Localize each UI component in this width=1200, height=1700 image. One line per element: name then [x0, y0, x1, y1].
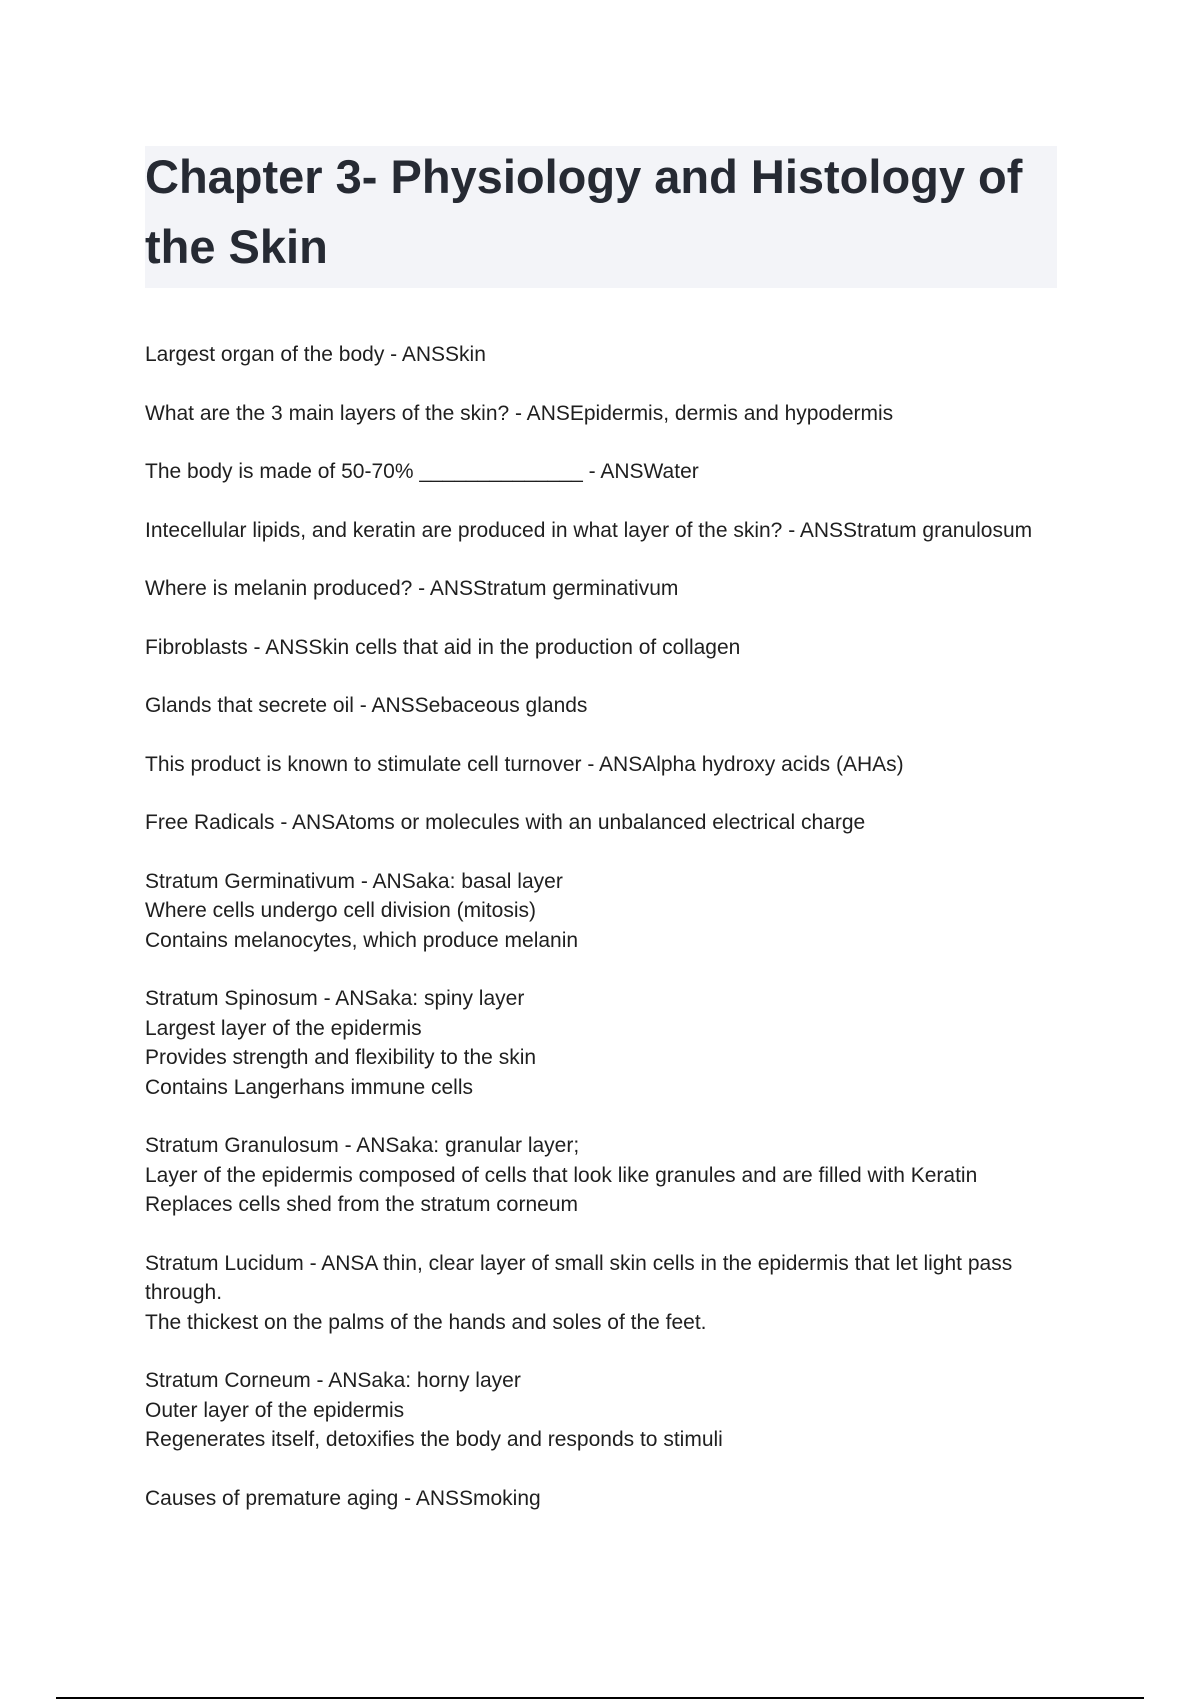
qa-line: Layer of the epidermis composed of cells that look like granules and are filled with Keratin — [145, 1163, 978, 1187]
qa-line: The body is made of 50-70% ______________ - ANSWater — [145, 460, 699, 483]
qa-line: Intecellular lipids, and keratin are produced in what layer of the skin? - ANSStratum granulosum — [145, 518, 1033, 542]
qa-line: Contains melanocytes, which produce melanin — [145, 928, 579, 952]
qa-item — [145, 1366, 1045, 1455]
qa-item — [145, 750, 1045, 780]
page-bottom-rule — [56, 1697, 1144, 1699]
qa-line: Stratum Granulosum - ANSaka: granular layer; — [145, 1134, 580, 1157]
qa-line: Stratum Germinativum - ANSaka: basal layer — [145, 869, 563, 893]
document-title: Chapter 3- Physiology and Histology of the Skin — [145, 150, 1023, 273]
qa-line: Free Radicals - ANSAtoms or molecules with an unbalanced electrical charge — [145, 811, 866, 834]
qa-line: Causes of premature aging - ANSSmoking — [145, 1486, 541, 1510]
qa-item — [145, 457, 1045, 487]
qa-line: Replaces cells shed from the stratum corneum — [145, 1193, 579, 1216]
qa-item — [145, 1131, 1045, 1220]
qa-list — [145, 340, 1045, 1542]
qa-item — [145, 574, 1045, 604]
qa-line: Glands that secrete oil - ANSSebaceous glands — [145, 694, 588, 717]
qa-item — [145, 633, 1045, 663]
qa-line: Regenerates itself, detoxifies the body and responds to stimuli — [145, 1428, 723, 1451]
qa-item — [145, 808, 1045, 838]
qa-line: Fibroblasts - ANSSkin cells that aid in the production of collagen — [145, 635, 741, 659]
qa-line: Provides strength and flexibility to the skin — [145, 1046, 537, 1069]
qa-line: The thickest on the palms of the hands and soles of the feet. — [145, 1310, 707, 1334]
qa-item — [145, 867, 1045, 956]
qa-line: Largest layer of the epidermis — [145, 1016, 422, 1040]
qa-item — [145, 399, 1045, 429]
qa-line: Largest organ of the body - ANSSkin — [145, 343, 486, 366]
qa-line: This product is known to stimulate cell turnover - ANSAlpha hydroxy acids (AHAs) — [145, 752, 904, 776]
qa-item — [145, 1484, 1045, 1514]
qa-line: Stratum Corneum - ANSaka: horny layer — [145, 1369, 521, 1392]
qa-line: Where cells undergo cell division (mitosis) — [145, 899, 536, 922]
qa-line: Stratum Spinosum - ANSaka: spiny layer — [145, 987, 525, 1010]
qa-line: Contains Langerhans immune cells — [145, 1075, 474, 1099]
qa-line: Outer layer of the epidermis — [145, 1398, 405, 1422]
qa-item — [145, 984, 1045, 1102]
qa-item — [145, 1249, 1045, 1338]
qa-item — [145, 340, 1045, 370]
qa-line: Stratum Lucidum - ANSA thin, clear layer of small skin cells in the epidermis that let light pass through. — [145, 1251, 1019, 1304]
qa-line: What are the 3 main layers of the skin? - ANSEpidermis, dermis and hypodermis — [145, 401, 894, 425]
qa-line: Where is melanin produced? - ANSStratum germinativum — [145, 577, 679, 600]
qa-item — [145, 516, 1045, 546]
qa-item — [145, 691, 1045, 721]
